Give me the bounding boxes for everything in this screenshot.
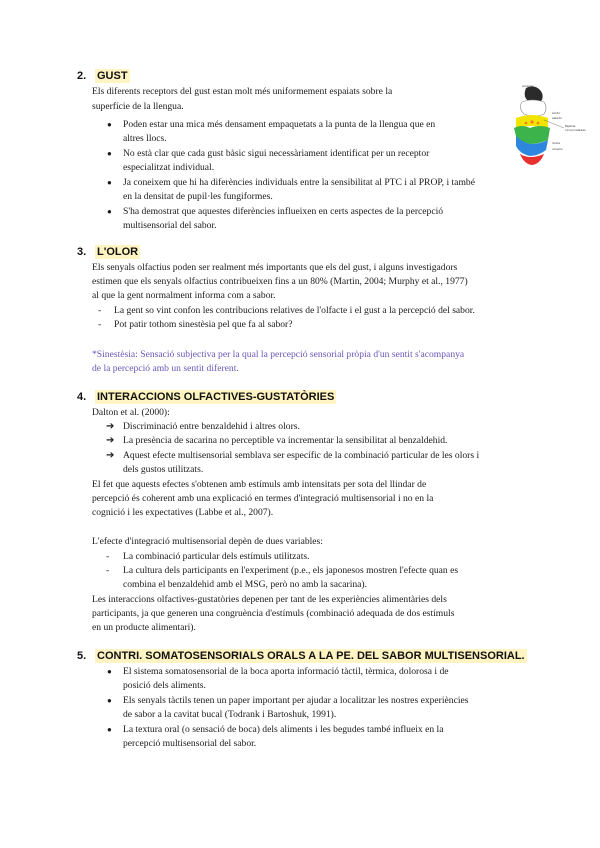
synesthesia-note-line: *Sinestèsia: Sensació subjectiva per la qual la percepció sensorial pròpia d'un sentit s'acompanya bbox=[92, 349, 465, 360]
section-2-title: GUST bbox=[97, 70, 128, 82]
section-2-bullet-line: No està clar que cada gust bàsic sigui necessàriament identificat per un receptor bbox=[123, 148, 430, 159]
section-2-bullet-line: multisensorial del sabor. bbox=[123, 220, 217, 231]
bullet-icon: ● bbox=[107, 120, 112, 129]
section-2-bullet-line: Ja coneixem que hi ha diferències individuals entre la sensibilitat al PTC i al PROP, i també bbox=[123, 177, 475, 188]
section-5-bullet-line: La textura oral (o sensació de boca) dels aliments i les begudes també influeix en la bbox=[123, 724, 444, 735]
section-4-intro-line: Dalton et al. (2000): bbox=[92, 407, 170, 418]
section-2-intro-line: superfície de la llengua. bbox=[92, 101, 184, 112]
section-3-intro-line: al que la gent normalment informa com a sabor. bbox=[92, 290, 276, 301]
section-5-title: CONTRI. SOMATOSENSORIALS ORALS A LA PE. DEL SABOR MULTISENSORIAL. bbox=[97, 650, 525, 662]
bullet-icon: ● bbox=[107, 178, 112, 187]
section-4-paragraph-line: El fet que aquests efectes s'obtenen amb estímuls amb intensitats per sota del llindar de bbox=[92, 479, 427, 490]
bullet-icon: ● bbox=[107, 667, 112, 676]
figure-label: Papilas bbox=[565, 124, 576, 128]
section-4-paragraph-line: cognició i les expectatives (Labbe et al., 2007). bbox=[92, 507, 274, 518]
section-5-bullet-line: de sabor a la cavitat bucal (Todrank i Bartoshuk, 1991). bbox=[123, 709, 337, 720]
dash-marker: - bbox=[106, 551, 110, 562]
section-5-bullet-line: El sistema somatosensorial de la boca aporta informació tàctil, tèrmica, dolorosa i de bbox=[123, 666, 449, 677]
dash-marker: - bbox=[98, 305, 102, 316]
section-4-paragraph-line: percepció és coherent amb una explicació en termes d'integració multisensorial i no en la bbox=[92, 493, 434, 504]
section-3-heading: 3. L'OLOR bbox=[77, 246, 139, 258]
section-2-bullet-line: especialitzat individual. bbox=[123, 162, 215, 173]
section-2-heading: 2. GUST bbox=[77, 70, 128, 82]
synesthesia-note-line: de la percepció amb un sentit diferent. bbox=[92, 363, 239, 374]
bullet-icon: ● bbox=[107, 725, 112, 734]
section-4-title: INTERACCIONS OLFACTIVES-GUSTATÒRIES bbox=[97, 391, 335, 403]
section-3-title: L'OLOR bbox=[97, 246, 139, 258]
bullet-icon: ● bbox=[107, 149, 112, 158]
section-2-bullet-line: altres llocs. bbox=[123, 133, 167, 144]
dash-marker: - bbox=[106, 565, 110, 576]
section-2-bullet-line: Poden estar una mica més densament empaquetats a la punta de la llengua que en bbox=[123, 119, 436, 130]
bullet-icon: ● bbox=[107, 207, 112, 216]
section-2-bullet-line: en la densitat de pupil·les fungiformes. bbox=[123, 191, 273, 202]
section-4-paragraph-line: en un producte alimentari). bbox=[92, 622, 196, 633]
section-5-bullet-line: posició dels aliments. bbox=[123, 680, 206, 691]
section-4-arrow-line: La presència de sacarina no perceptible va incrementar la sensibilitat al benzaldehid. bbox=[123, 435, 448, 446]
figure-label: amargo bbox=[522, 84, 534, 88]
arrow-icon: ➔ bbox=[106, 450, 115, 461]
section-5-bullet-line: percepció multisensorial del sabor. bbox=[123, 738, 257, 749]
section-3-dash-line: Pot patir tothom sinestèsia pel que fa al sabor? bbox=[114, 319, 293, 330]
section-4-arrow-line: Aquest efecte multisensorial semblava ser específic de la combinació particular de les olors i bbox=[123, 450, 480, 461]
section-3-intro-line: Els senyals olfactius poden ser realment més importants que els del gust, i alguns investigadors bbox=[92, 262, 458, 273]
section-4-paragraph-line: L'efecte d'integració multisensorial depèn de dues variables: bbox=[92, 536, 323, 547]
figure-label: umami bbox=[552, 147, 563, 151]
section-2-bullet-line: S'ha demostrat que aquestes diferències influeixen en certs aspectes de la percepció bbox=[123, 206, 444, 217]
section-4-arrow-line: Discriminació entre benzaldehid i altres olors. bbox=[123, 421, 300, 432]
section-5-bullet-line: Els senyals tàctils tenen un paper important per ajudar a localitzar les nostres experiències bbox=[123, 695, 469, 706]
figure-label: dulce bbox=[552, 141, 561, 145]
bullet-icon: ● bbox=[107, 696, 112, 705]
section-4-paragraph-line: Les interaccions olfactives-gustatòries depenen per tant de les experiències alimentàries dels bbox=[92, 594, 447, 605]
dash-marker: - bbox=[98, 319, 102, 330]
tongue-diagram-icon bbox=[508, 84, 592, 166]
arrow-icon: ➔ bbox=[106, 435, 115, 446]
figure-label: circunvaladas bbox=[565, 128, 586, 132]
section-4-dash-line: La cultura dels participants en l'experiment (p.e., els japonesos mostren l'efecte quan es bbox=[123, 565, 459, 576]
arrow-icon: ➔ bbox=[106, 421, 115, 432]
section-4-dash-line: La combinació particular dels estímuls utilitzats. bbox=[123, 551, 310, 562]
section-2-intro-line: Els diferents receptors del gust estan molt més uniformement espaiats sobre la bbox=[92, 86, 393, 97]
figure-label: salado bbox=[552, 116, 562, 120]
section-4-paragraph-line: participants, ja que generen una congruència d'estímuls (combinació adequada de dos estímuls bbox=[92, 608, 455, 619]
section-5-heading: 5. CONTRI. SOMATOSENSORIALS ORALS A LA PE. DEL SABOR MULTISENSORIAL. bbox=[77, 650, 525, 662]
section-3-dash-line: La gent so vint confon les contribucions relatives de l'olfacte i el gust a la percepció del sabor. bbox=[114, 305, 475, 316]
section-4-dash-line: combina el benzaldehid amb el MSG, però no amb la sacarina). bbox=[123, 579, 368, 590]
figure-label: ácido bbox=[552, 111, 561, 115]
section-3-intro-line: estimen que els senyals olfactius contribueixen fins a un 80% (Martin, 2004; Murphy et al., 1977) bbox=[92, 276, 468, 287]
section-4-arrow-line: dels gustos utilitzats. bbox=[123, 464, 204, 475]
section-4-heading: 4. INTERACCIONS OLFACTIVES-GUSTATÒRIES bbox=[77, 391, 335, 403]
